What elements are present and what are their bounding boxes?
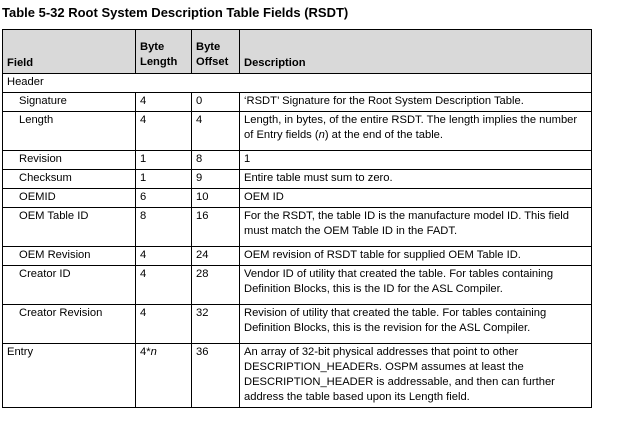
column-header-description: Description xyxy=(240,30,592,74)
table-caption: Table 5-32 Root System Description Table Fields (RSDT) xyxy=(2,5,349,20)
field-name: Entry xyxy=(3,344,136,408)
byte-offset: 8 xyxy=(192,151,240,170)
column-header-byte-offset xyxy=(192,30,240,74)
byte-length: 1 xyxy=(136,151,192,170)
table-row xyxy=(3,112,592,151)
field-description: Entire table must sum to zero. xyxy=(240,170,592,189)
byte-length: 8 xyxy=(136,208,192,247)
byte-offset: 28 xyxy=(192,266,240,305)
field-description xyxy=(240,112,592,151)
byte-offset: 0 xyxy=(192,93,240,112)
field-name: Signature xyxy=(3,93,136,112)
byte-length-header-label: Byte Length xyxy=(140,41,178,68)
table-header-row xyxy=(3,30,592,74)
field-name: OEM Revision xyxy=(3,247,136,266)
field-description: 1 xyxy=(240,151,592,170)
field-name: OEMID xyxy=(3,189,136,208)
byte-length: 4 xyxy=(136,93,192,112)
field-name: Checksum xyxy=(3,170,136,189)
field-description: For the RSDT, the table ID is the manufacture model ID. This field must match the OEM Table ID in the FADT. xyxy=(240,208,592,247)
table-row xyxy=(3,151,592,170)
table-row xyxy=(3,305,592,344)
table-row xyxy=(3,93,592,112)
table-row xyxy=(3,189,592,208)
table-row xyxy=(3,208,592,247)
header-group-row xyxy=(3,74,592,93)
byte-length: 4 xyxy=(136,305,192,344)
length-description-text: Length, in bytes, of the entire RSDT. The length implies the number of Entry fields (n) at the end of the table. xyxy=(244,114,578,141)
header-group-label: Header xyxy=(3,74,592,93)
field-name: Creator Revision xyxy=(3,305,136,344)
table-row xyxy=(3,170,592,189)
byte-offset: 10 xyxy=(192,189,240,208)
column-header-field: Field xyxy=(3,30,136,74)
byte-offset: 24 xyxy=(192,247,240,266)
byte-length: 4 xyxy=(136,112,192,151)
field-name: Length xyxy=(3,112,136,151)
entry-row xyxy=(3,344,592,408)
field-name: OEM Table ID xyxy=(3,208,136,247)
byte-offset: 16 xyxy=(192,208,240,247)
table-row xyxy=(3,266,592,305)
byte-length: 4 xyxy=(136,266,192,305)
byte-offset-header-label: Byte Offset xyxy=(196,41,229,68)
byte-length: 1 xyxy=(136,170,192,189)
byte-offset: 9 xyxy=(192,170,240,189)
byte-offset: 32 xyxy=(192,305,240,344)
field-name: Revision xyxy=(3,151,136,170)
field-name: Creator ID xyxy=(3,266,136,305)
table-row xyxy=(3,247,592,266)
byte-length xyxy=(136,344,192,408)
field-description: OEM ID xyxy=(240,189,592,208)
byte-offset: 4 xyxy=(192,112,240,151)
entry-length-value: 4*n xyxy=(140,346,157,358)
field-description: OEM revision of RSDT table for supplied OEM Table ID. xyxy=(240,247,592,266)
field-description: Vendor ID of utility that created the table. For tables containing Definition Blocks, this is the ID for the ASL Compiler. xyxy=(240,266,592,305)
byte-length: 6 xyxy=(136,189,192,208)
field-description: ‘RSDT’ Signature for the Root System Description Table. xyxy=(240,93,592,112)
field-description: Revision of utility that created the table. For tables containing Definition Blocks, this is the revision for the ASL Compiler. xyxy=(240,305,592,344)
byte-length: 4 xyxy=(136,247,192,266)
byte-offset: 36 xyxy=(192,344,240,408)
rsdt-fields-table xyxy=(2,29,592,408)
column-header-byte-length xyxy=(136,30,192,74)
field-description: An array of 32-bit physical addresses that point to other DESCRIPTION_HEADERs. OSPM assumes at least the DESCRIPTION_HEADER is addressable, and then can further address the table based upon its Length field. xyxy=(240,344,592,408)
